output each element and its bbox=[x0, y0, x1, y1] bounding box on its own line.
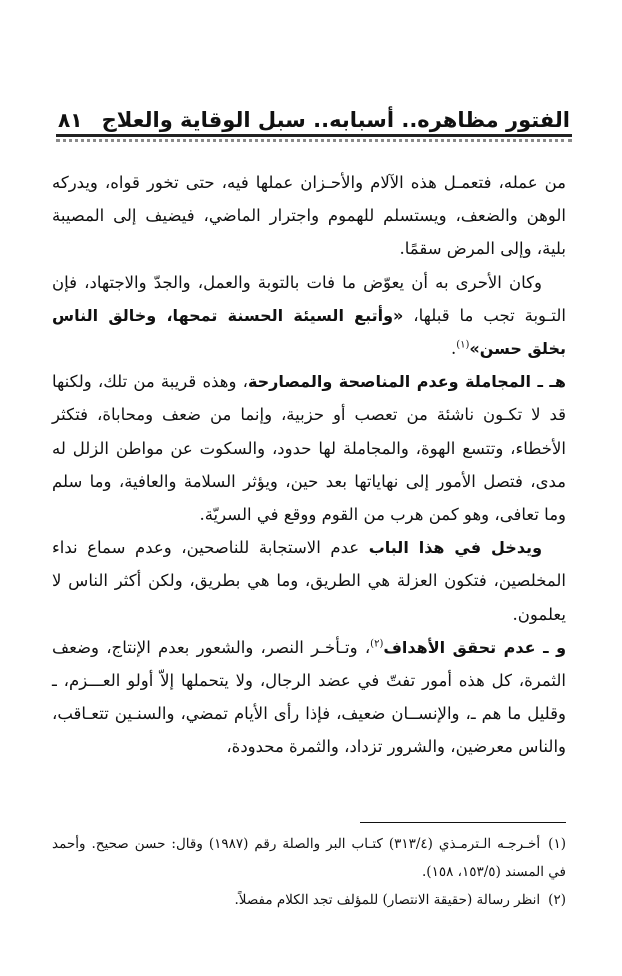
footnote-ref-2: (٢) bbox=[370, 638, 384, 650]
section-h bbox=[52, 365, 566, 531]
footnote-text: انظر رسالة (حقيقة الانتصار) للمؤلف تجد الكلام مفصلاً. bbox=[234, 892, 541, 908]
footnote-1 bbox=[52, 830, 566, 886]
footnotes bbox=[52, 830, 566, 914]
paragraph-text: عدم الاستجابة للناصحين، وعدم سماع نداء المخلصين، فتكون العزلة هي الطريق، وما هي بطريق، ولكن أكثر الناس لا يعلمون. bbox=[52, 538, 566, 624]
header-rule bbox=[56, 134, 572, 137]
section-heading-w: و ـ عدم تحقق الأهداف bbox=[383, 637, 567, 657]
footnote-divider bbox=[360, 822, 566, 823]
paragraph-repentance bbox=[52, 266, 566, 366]
footnote-ref-1: (١) bbox=[456, 339, 470, 351]
footnote-number: (١) bbox=[548, 836, 566, 852]
paragraph-text: ، وتـأخـر النصر، والشعور بعدم الإنتاج، وضعف الثمرة، كل هذه أمور تفتّ في عضد الرجال، ولا يتحملها إلاّ أولو العـــزم، ـ وقليل ما هم ـ، والإنســان ضعيف، فإذا رأى الأيام تمضي، والسنـين تتعـاقب، والناس معرضين، والشرور تزداد، والثمرة محدودة، bbox=[52, 637, 566, 757]
hadith-quote: «وأتبع السيئة الحسنة تمحها، وخالق الناس بخلق حسن» bbox=[52, 305, 566, 359]
running-title: الفتور مظاهره.. أسبابه.. سبل الوقاية والعلاج bbox=[101, 108, 570, 132]
page-number: ٨١ bbox=[58, 108, 83, 132]
footnote-2 bbox=[52, 886, 566, 914]
footnote-number: (٢) bbox=[548, 892, 566, 908]
paragraph-text: . bbox=[450, 339, 457, 359]
paragraph-text: وكان الأحرى به أن يعوّض ما فات بالتوبة والعمل، والجدّ والاجتهاد، فإن التـوبة تجب ما قبلها، bbox=[52, 272, 567, 325]
header-dotted-rule bbox=[56, 139, 572, 142]
section-heading-h: هـ ـ المجاملة وعدم المناصحة والمصارحة bbox=[247, 372, 566, 392]
footnote-text: أخـرجـه الـترمـذي (٣١٣/٤) كتـاب البر والصلة رقم (١٩٨٧) وقال: حسن صحيح. وأحمد في المسند (١٥٣/٥، ١٥٨). bbox=[52, 836, 566, 880]
inline-heading: ويدخل في هذا الباب bbox=[368, 538, 543, 558]
paragraph-text: ، وهذه قريبة من تلك، ولكنها قد لا تكـون ناشئة من تعصب أو حزبية، وإنما من ضعف ومحاباة، فتكثر الأخطاء، وتتسع الهوة، والمجاملة لها حدود، والسكوت عن مواطن الزلل له مدى، فتصل الأمور إلى نهاياتها بعد حين، ويؤثر السلامة والعافية، وما سلم وما تعافى، وهو كمن هرب من القوم ووقع في السريّة. bbox=[52, 372, 566, 525]
paragraph-continuation bbox=[52, 166, 566, 266]
section-w bbox=[52, 631, 566, 764]
paragraph-this-chapter bbox=[52, 531, 566, 631]
main-text bbox=[52, 166, 566, 764]
page-header bbox=[58, 98, 570, 132]
paragraph-text: من عمله، فتعمـل هذه الآلام والأحـزان عملها فيه، حتى تخور قواه، ويدركه الوهن والضعف، ويستسلم للهموم واجترار الماضي، فيضيف إلى المصيبة بلية، وإلى المرض سقمًا. bbox=[52, 173, 566, 259]
